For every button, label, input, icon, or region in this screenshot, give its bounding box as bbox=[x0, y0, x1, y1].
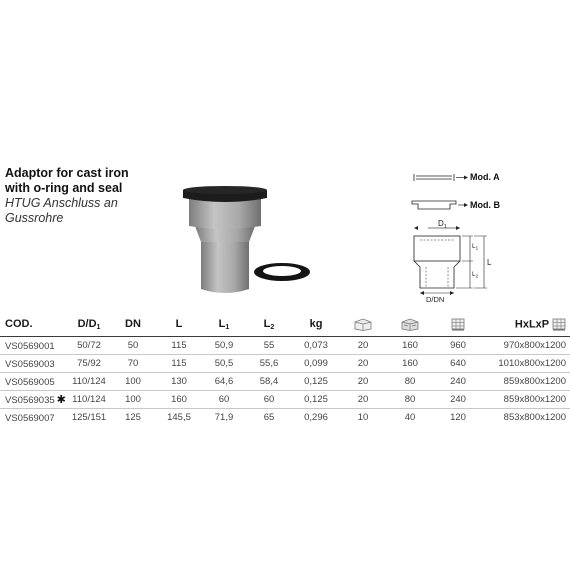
header-d: $D/D_1$ bbox=[68, 312, 110, 337]
product-title-block bbox=[5, 166, 180, 226]
pallet-icon bbox=[451, 318, 465, 331]
header-pallet bbox=[434, 312, 482, 337]
table-row bbox=[0, 337, 570, 355]
cell-l1: 71,9 bbox=[214, 412, 234, 423]
cell-carton-qty: 80 bbox=[386, 373, 434, 391]
cell-d: 75/92 bbox=[68, 355, 110, 373]
cell-dimensions: 1010x800x1200 bbox=[482, 355, 570, 373]
cell-l2: 55 bbox=[246, 337, 292, 355]
subtitle-line-2: Gussrohre bbox=[5, 211, 64, 225]
cell-d: 50/72 bbox=[68, 337, 110, 355]
box-icon bbox=[354, 318, 372, 331]
title-line-1: Adaptor for cast iron bbox=[5, 166, 129, 180]
cell-dn: 100 bbox=[110, 391, 156, 409]
header-carton bbox=[386, 312, 434, 337]
cell-kg: 0,099 bbox=[292, 355, 340, 373]
adaptor-small-section bbox=[201, 242, 249, 293]
dn-label: D/DN bbox=[426, 295, 445, 304]
cell-kg: 0,296 bbox=[304, 412, 328, 423]
l1-label: $L_1$ bbox=[472, 243, 479, 251]
header-cod: COD. bbox=[0, 312, 68, 337]
cell-pallet-qty: 240 bbox=[434, 373, 482, 391]
cell-dn: 100 bbox=[110, 373, 156, 391]
cell-cod: VS0569005 bbox=[0, 373, 68, 391]
cell-cod: VS0569001 bbox=[0, 337, 68, 355]
l-label: L bbox=[487, 258, 492, 267]
cell-l: 115 bbox=[156, 337, 202, 355]
o-ring-inner bbox=[263, 266, 301, 276]
cell-box-qty: 20 bbox=[340, 337, 386, 355]
pallet-icon bbox=[552, 318, 566, 331]
cell-carton-qty: 160 bbox=[386, 337, 434, 355]
cell-dimensions: 970x800x1200 bbox=[482, 337, 570, 355]
l2-label: $L_2$ bbox=[472, 271, 479, 279]
header-l1: $L_1$ bbox=[202, 312, 246, 337]
star-marker: ✱ bbox=[56, 394, 66, 406]
cell-l1: 50,5 bbox=[202, 355, 246, 373]
cell-dimensions: 853x800x1200 bbox=[503, 412, 566, 423]
cell-l2: 65 bbox=[263, 412, 275, 423]
cell-pallet-qty: 240 bbox=[434, 391, 482, 409]
cell-cod: VS0569003 bbox=[0, 355, 68, 373]
cell-dn: 125 bbox=[125, 412, 141, 423]
cell-pallet-qty: 640 bbox=[434, 355, 482, 373]
cell-l1: 64,6 bbox=[202, 373, 246, 391]
cell-dn: 70 bbox=[110, 355, 156, 373]
cell-kg: 0,125 bbox=[292, 373, 340, 391]
carton-icon bbox=[401, 318, 419, 331]
product-image bbox=[178, 186, 318, 298]
table-header-row bbox=[0, 312, 570, 337]
header-dn: DN bbox=[110, 312, 156, 337]
cell-kg: 0,073 bbox=[292, 337, 340, 355]
product-table bbox=[0, 312, 570, 426]
mod-a-label: Mod. A bbox=[470, 172, 500, 182]
subtitle-line-1: HTUG Anschluss an bbox=[5, 196, 118, 210]
cell-box-qty: 20 bbox=[340, 373, 386, 391]
header-l: L bbox=[156, 312, 202, 337]
cell-pallet-qty: 960 bbox=[434, 337, 482, 355]
cell-pallet-qty: 120 bbox=[450, 412, 466, 423]
cell-l1: 60 bbox=[202, 391, 246, 409]
cell-l2: 60 bbox=[246, 391, 292, 409]
d1-label: $D_1$ bbox=[438, 219, 447, 230]
cell-l1: 50,9 bbox=[202, 337, 246, 355]
cell-l2: 55,6 bbox=[246, 355, 292, 373]
cell-carton-qty: 40 bbox=[404, 412, 416, 423]
table-row bbox=[0, 355, 570, 373]
cell-dimensions: 859x800x1200 bbox=[482, 391, 570, 409]
adaptor-top-rim bbox=[183, 186, 267, 194]
cell-carton-qty: 80 bbox=[386, 391, 434, 409]
header-kg: kg bbox=[292, 312, 340, 337]
cell-box-qty: 20 bbox=[340, 355, 386, 373]
table-row bbox=[0, 409, 570, 427]
table-row bbox=[0, 373, 570, 391]
cell-d: 110/124 bbox=[68, 373, 110, 391]
header-box bbox=[340, 312, 386, 337]
cell-l: 160 bbox=[156, 391, 202, 409]
cell-l: 145,5 bbox=[167, 412, 191, 423]
cell-box-qty: 10 bbox=[357, 412, 369, 423]
cell-d: 125/151 bbox=[71, 412, 107, 423]
technical-diagram bbox=[398, 166, 518, 306]
cell-cod: VS0569035 ✱ bbox=[0, 391, 68, 409]
cell-cod: VS0569007 bbox=[5, 412, 55, 424]
cell-l2: 58,4 bbox=[246, 373, 292, 391]
cell-d: 110/124 bbox=[68, 391, 110, 409]
table-row bbox=[0, 391, 570, 409]
mod-b-label: Mod. B bbox=[470, 200, 500, 210]
title-line-2: with o-ring and seal bbox=[5, 181, 123, 195]
cell-dn: 50 bbox=[110, 337, 156, 355]
cell-dimensions: 859x800x1200 bbox=[482, 373, 570, 391]
cell-carton-qty: 160 bbox=[386, 355, 434, 373]
cell-l: 115 bbox=[156, 355, 202, 373]
header-hxlxp: HxLxP bbox=[482, 312, 570, 337]
cell-kg: 0,125 bbox=[292, 391, 340, 409]
header-l2: $L_2$ bbox=[246, 312, 292, 337]
cell-box-qty: 20 bbox=[340, 391, 386, 409]
cell-l: 130 bbox=[156, 373, 202, 391]
